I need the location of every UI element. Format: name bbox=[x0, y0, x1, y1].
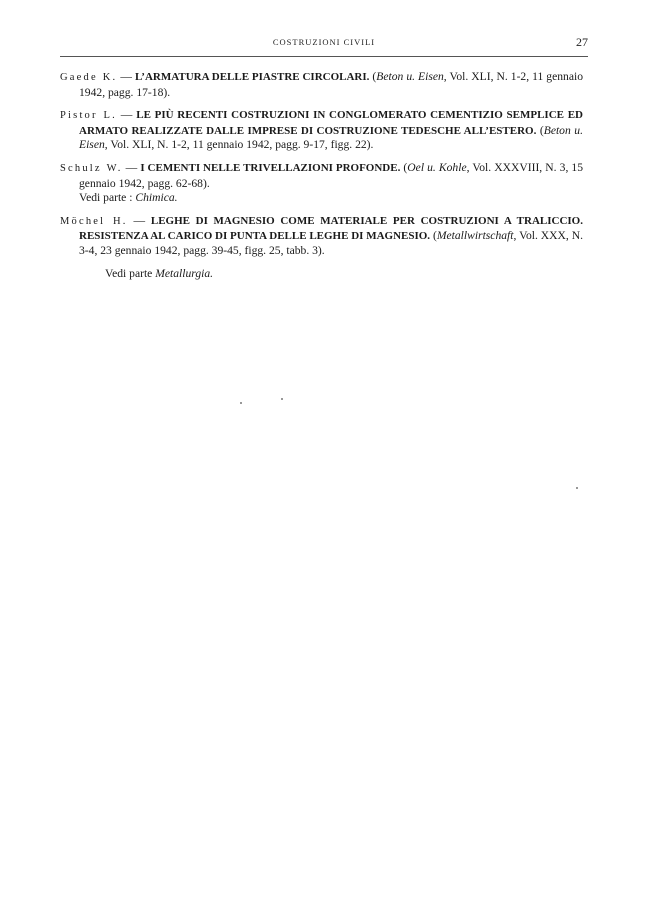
entry-author: Möchel H. bbox=[60, 215, 128, 227]
entry-text: Schulz W. — I CEMENTI NELLE TRIVELLAZIONI PROFONDE. (Oel u. Kohle, Vol. XXXVIII, N. 3, 15 gennaio 1942, pagg. 62-68). bbox=[60, 160, 584, 190]
entry-title: L’ARMATURA DELLE PIASTRE CIRCOLARI. bbox=[134, 71, 370, 83]
bibliography-entry bbox=[60, 70, 583, 100]
see-also-prefix: Vedi parte : bbox=[79, 191, 136, 205]
entry-title: LE PIÙ RECENTI COSTRUZIONI IN CONGLOMERATO CEMENTIZIO SEMPLICE ED ARMATO REALIZZATE DALLE IMPRESE DI COSTRUZIONE TEDESCHE ALL’ESTERO. bbox=[79, 109, 583, 137]
entry-separator: — bbox=[122, 160, 141, 174]
entry-journal: Beton u. Eisen bbox=[376, 70, 444, 83]
bibliography-entry bbox=[60, 214, 583, 259]
entry-journal: Beton u. Eisen bbox=[79, 123, 583, 152]
scan-speck bbox=[576, 487, 578, 489]
page-number: 27 bbox=[576, 35, 588, 49]
scan-speck bbox=[281, 398, 283, 400]
entry-text: Gaede K. — L’ARMATURA DELLE PIASTRE CIRCOLARI. (Beton u. Eisen, Vol. XLI, N. 1-2, 11 gennaio 1942, pagg. 17-18). bbox=[60, 70, 584, 99]
entry-separator: — bbox=[117, 70, 135, 83]
bibliography-entry bbox=[60, 108, 583, 153]
entry-source: , Vol. XXX, N. 3-4, 23 gennaio 1942, pagg. 39-45, figg. 25, tabb. 3). bbox=[79, 229, 584, 257]
bibliography-list bbox=[60, 70, 583, 281]
see-also-prefix: Vedi parte bbox=[105, 266, 156, 280]
entry-author: Schulz W. bbox=[60, 162, 123, 174]
running-title: COSTRUZIONI CIVILI bbox=[272, 37, 376, 47]
entry-source: , Vol. XLI, N. 1-2, 11 gennaio 1942, pagg. 17-18). bbox=[79, 70, 584, 99]
entry-text: Möchel H. — LEGHE DI MAGNESIO COME MATERIALE PER COSTRUZIONI A TRALICCIO. RESISTENZA AL CARICO DI PUNTA DELLE LEGHE DI MAGNESIO. (Metallwirtschaft, Vol. XXX, N. 3-4, 23 gennaio 1942, pagg. 39-45, figg. 25, tabb. 3). bbox=[60, 213, 584, 257]
running-head bbox=[60, 36, 588, 57]
see-also-target: Metallurgia. bbox=[155, 266, 214, 280]
entry-separator: — bbox=[116, 108, 137, 122]
entry-source: , Vol. XLI, N. 1-2, 11 gennaio 1942, pagg. 9-17, figg. 22). bbox=[104, 138, 374, 152]
entry-author: Gaede K. bbox=[60, 72, 118, 83]
entry-title: LEGHE DI MAGNESIO COME MATERIALE PER COSTRUZIONI A TRALICCIO. RESISTENZA AL CARICO DI PUNTA DELLE LEGHE DI MAGNESIO. bbox=[79, 214, 583, 243]
entry-separator: — bbox=[127, 213, 151, 227]
scan-speck bbox=[240, 402, 242, 404]
entry-text: Pistor L. — LE PIÙ RECENTI COSTRUZIONI IN CONGLOMERATO CEMENTIZIO SEMPLICE ED ARMATO REALIZZATE DALLE IMPRESE DI COSTRUZIONE TEDESCHE ALL’ESTERO. (Beton u. Eisen, Vol. XLI, N. 1-2, 11 gennaio 1942, pagg. 9-17, figg. 22). bbox=[60, 108, 583, 152]
entry-journal: Oel u. Kohle bbox=[407, 160, 467, 174]
entry-see-also bbox=[79, 191, 583, 206]
entry-author: Pistor L. bbox=[60, 110, 117, 122]
bibliography-entry bbox=[60, 161, 583, 206]
entry-title: I CEMENTI NELLE TRIVELLAZIONI PROFONDE. bbox=[140, 161, 401, 174]
entry-journal: Metallwirtschaft bbox=[436, 229, 514, 243]
see-also-target: Chimica. bbox=[135, 191, 178, 205]
section-see-also bbox=[60, 267, 583, 282]
entry-source: , Vol. XXXVIII, N. 3, 15 gennaio 1942, pagg. 62-68). bbox=[79, 160, 584, 190]
